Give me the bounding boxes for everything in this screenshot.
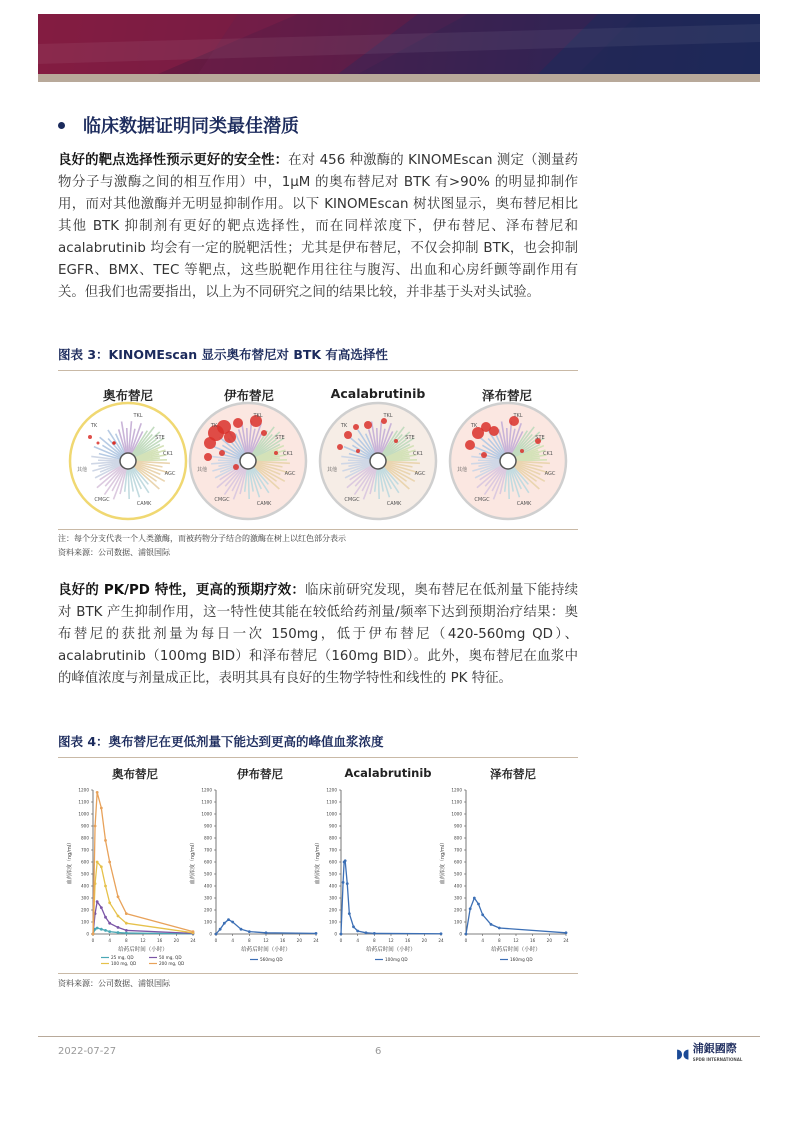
pk-y-tick-label: 1000 <box>451 811 462 817</box>
kinome-branch-label: AGC <box>284 471 296 477</box>
pk-title-acalabrutinib: Acalabrutinib <box>344 766 432 780</box>
pk-x-tick-label: 24 <box>313 938 319 943</box>
pk-data-point <box>104 929 107 932</box>
pk-data-point <box>469 907 472 910</box>
footer-divider <box>38 1036 760 1037</box>
pk-data-point <box>342 881 345 884</box>
kinome-center <box>370 453 386 469</box>
pk-y-tick-label: 900 <box>81 823 89 829</box>
paragraph-selectivity: 良好的靶点选择性预示更好的安全性：在对 456 种激酶的 KINOMEscan 测定（测量药物分子与激酶之间的相互作用）中，1μM 的奥布替尼对 BTK 有>90% 的明显抑制作用，而对其他激酶并无明显抑制作用。以下 KINOMEscan 树状图显示，奥布替尼相比其他 BTK 抑制剂有更好的靶点选择性，而在同样浓度下，伊布替尼、泽布替尼和 acalabrutinib 均会有一定的脱靶活性；尤其是伊布替尼，不仅会抑制 BTK，也会抑制 EGFR、BMX、TEC 等靶点，这些脱靶作用往往与腹泻、出血和心房纤颤等副作用有关。但我们也需要指出，以上为不同研究之间的结果比较，并非基于头对头试验。 <box>58 153 579 300</box>
pk-y-tick-label: 700 <box>329 847 337 853</box>
pk-y-tick-label: 300 <box>81 895 89 901</box>
pk-data-point <box>125 929 128 932</box>
pk-data-point <box>100 906 103 909</box>
kinome-hit <box>261 430 267 436</box>
footer-date: 2022-07-27 <box>58 1046 117 1057</box>
kinome-branch <box>256 460 287 461</box>
pk-x-tick-label: 8 <box>372 938 376 943</box>
pk-y-tick-label: 500 <box>329 871 337 877</box>
kinome-hit <box>274 451 278 455</box>
pk-x-tick-label: 8 <box>247 938 251 943</box>
pk-data-point <box>465 933 468 936</box>
pk-x-tick-label: 20 <box>546 938 553 943</box>
kinome-branch-label: CMGC <box>344 497 360 503</box>
pk-data-point <box>117 931 120 934</box>
kinome-branch-label: 其他 <box>196 467 208 473</box>
pk-data-point <box>348 912 351 915</box>
kinome-hit <box>337 444 343 450</box>
pk-data-point <box>219 928 222 931</box>
pk-y-label: 血药浓度（ng/ml） <box>315 839 321 885</box>
pk-y-tick-label: 800 <box>454 835 462 841</box>
pk-x-label: 给药后时间（小时） <box>118 947 168 953</box>
pk-y-tick-label: 1100 <box>326 799 337 805</box>
bullet-icon <box>58 122 65 129</box>
kinome-branch-label: AGC <box>164 471 176 477</box>
pk-y-tick-label: 400 <box>81 883 89 889</box>
pk-x-tick-label: 4 <box>231 938 235 943</box>
kinome-branch-label: AGC <box>544 471 556 477</box>
kinome-tree-2 <box>320 403 436 519</box>
pk-data-point <box>125 922 128 925</box>
pk-title-ibrutinib: 伊布替尼 <box>237 767 283 781</box>
kinome-hit <box>88 435 92 439</box>
kinome-branch-label: CAMK <box>256 501 272 507</box>
pk-y-tick-label: 200 <box>204 907 212 913</box>
kinome-branch <box>248 469 249 499</box>
kinome-hit <box>481 452 487 458</box>
pk-chart-3 <box>439 788 569 963</box>
pk-y-tick-label: 0 <box>334 931 337 937</box>
kinome-tree-1 <box>190 403 306 519</box>
kinome-branch-label: 其他 <box>326 467 338 473</box>
pk-data-point <box>104 885 107 888</box>
kinome-branch-label: TK <box>470 423 478 429</box>
figure-4-title: 图表 4：奥布替尼在更低剂量下能达到更高的峰值血浆浓度 <box>58 734 384 749</box>
kinome-branch-label: CAMK <box>386 501 402 507</box>
kinome-hit <box>520 449 524 453</box>
kinome-branch-label: CK1 <box>163 451 173 457</box>
section-title: 临床数据证明同类最佳潜质 <box>58 112 299 138</box>
pk-legend-label: 25 mg, QD <box>111 955 134 960</box>
pk-data-point <box>96 861 99 864</box>
pk-legend-label: 100mg QD <box>385 957 408 962</box>
pk-y-tick-label: 400 <box>204 883 212 889</box>
kinome-branch <box>378 469 379 499</box>
pk-y-tick-label: 1200 <box>451 787 462 793</box>
pk-data-point <box>108 922 111 925</box>
pk-series-line <box>93 792 193 934</box>
pk-y-tick-label: 100 <box>81 919 89 925</box>
pk-y-tick-label: 1000 <box>201 811 212 817</box>
kinome-hit <box>219 450 225 456</box>
kinome-branch-label: AGC <box>414 471 426 477</box>
kinome-tree-0 <box>70 403 186 519</box>
pk-legend-label: 160mg QD <box>510 957 533 962</box>
kinome-label-zanubrutinib: 泽布替尼 <box>481 388 532 403</box>
pk-data-point <box>352 925 355 928</box>
kinome-label-acalabrutinib: Acalabrutinib <box>330 386 426 401</box>
pk-data-point <box>440 932 443 935</box>
pk-data-point <box>92 933 95 936</box>
pk-charts <box>58 758 578 973</box>
pk-x-tick-label: 16 <box>156 938 163 943</box>
figure-4-box <box>58 757 578 974</box>
pk-x-tick-label: 0 <box>339 938 343 943</box>
pk-data-point <box>373 932 376 935</box>
pk-x-label: 给药后时间（小时） <box>366 947 416 953</box>
figure-3-title: 图表 3：KINOMEscan 显示奥布替尼对 BTK 有高选择性 <box>58 347 388 362</box>
pk-y-tick-label: 0 <box>459 931 462 937</box>
pk-legend-label: 100 mg, QD <box>111 961 137 966</box>
pk-data-point <box>481 913 484 916</box>
figure-4-source: 资料来源：公司数据、浦银国际 <box>58 979 170 988</box>
kinome-branch-label: CK1 <box>543 451 553 457</box>
kinome-branch-label: TKL <box>133 413 143 419</box>
pk-data-point <box>108 861 111 864</box>
kinome-hit <box>353 424 359 430</box>
kinome-center <box>500 453 516 469</box>
kinome-hit <box>394 439 398 443</box>
pk-y-tick-label: 500 <box>454 871 462 877</box>
pk-y-tick-label: 1200 <box>201 787 212 793</box>
pk-title-orelabrutinib: 奥布替尼 <box>112 767 158 781</box>
pk-y-tick-label: 600 <box>454 859 462 865</box>
kinome-branch-label: CAMK <box>136 501 152 507</box>
pk-x-tick-label: 20 <box>173 938 180 943</box>
pk-data-point <box>477 903 480 906</box>
pk-x-tick-label: 12 <box>513 938 519 943</box>
pk-y-tick-label: 600 <box>204 859 212 865</box>
pk-x-tick-label: 24 <box>563 938 569 943</box>
kinome-hit-btk <box>112 441 116 445</box>
pk-y-tick-label: 100 <box>329 919 337 925</box>
pk-data-point <box>96 927 99 930</box>
pk-y-tick-label: 0 <box>209 931 212 937</box>
pk-data-point <box>340 933 343 936</box>
pk-y-tick-label: 600 <box>81 859 89 865</box>
logo-icon: ◗◖ <box>676 1046 690 1062</box>
paragraph-pkpd: 良好的 PK/PD 特性，更高的预期疗效：临床前研究发现，奥布替尼在低剂量下能持续对 BTK 产生抑制作用，这一特性使其能在较低给药剂量/频率下达到预期治疗结果：奥布替尼的获批剂量为每日一次 150mg，低于伊布替尼（420-560mg QD）、acalabrutinib（100mg BID）和泽布替尼（160mg BID）。此外，奥布替尼在血浆中的峰值浓度与剂量成正比，表明其具有良好的生物学特性和线性的 PK 特征。 <box>58 583 578 686</box>
figure-3-source: 资料来源：公司数据、浦银国际 <box>58 548 170 557</box>
header-banner <box>38 14 760 74</box>
pk-data-point <box>100 865 103 868</box>
pk-y-tick-label: 100 <box>454 919 462 925</box>
pk-legend-label: 50 mg, QD <box>159 955 182 960</box>
pk-series-line <box>341 861 441 934</box>
pk-y-tick-label: 900 <box>329 823 337 829</box>
pk-data-point <box>490 923 493 926</box>
kinome-branch <box>136 460 167 461</box>
kinome-hit <box>233 418 243 428</box>
pk-chart-0 <box>66 788 196 967</box>
pk-y-tick-label: 800 <box>204 835 212 841</box>
kinome-branch-label: CMGC <box>214 497 230 503</box>
kinome-branch <box>516 460 547 461</box>
page-number: 6 <box>375 1046 382 1057</box>
pk-y-tick-label: 1100 <box>451 799 462 805</box>
pk-y-tick-label: 300 <box>204 895 212 901</box>
pk-y-tick-label: 700 <box>204 847 212 853</box>
pk-y-tick-label: 700 <box>81 847 89 853</box>
kinome-branch-label: TKL <box>253 413 263 419</box>
kinome-center <box>240 453 256 469</box>
pk-y-tick-label: 1200 <box>78 787 89 793</box>
pk-data-point <box>315 932 318 935</box>
pk-y-tick-label: 1100 <box>78 799 89 805</box>
kinome-branch-label: TK <box>90 423 98 429</box>
kinome-branch-label: TKL <box>513 413 523 419</box>
pk-data-point <box>346 882 349 885</box>
pk-y-tick-label: 0 <box>86 931 89 937</box>
pk-y-tick-label: 1100 <box>201 799 212 805</box>
pk-y-tick-label: 800 <box>81 835 89 841</box>
kinome-branch-label: CK1 <box>283 451 293 457</box>
pk-data-point <box>125 912 128 915</box>
kinome-hit <box>97 442 100 445</box>
pk-y-tick-label: 1200 <box>326 787 337 793</box>
kinome-branch <box>128 469 129 499</box>
pk-x-tick-label: 16 <box>529 938 536 943</box>
kinome-label-orelabrutinib: 奥布替尼 <box>102 388 153 403</box>
pk-data-point <box>125 932 128 935</box>
pk-data-point <box>265 931 268 934</box>
pk-data-point <box>108 901 111 904</box>
pk-title-zanubrutinib: 泽布替尼 <box>490 767 536 781</box>
pk-data-point <box>117 915 120 918</box>
pk-data-point <box>344 859 347 862</box>
logo-name: 浦銀國際 <box>692 1042 737 1055</box>
pk-y-tick-label: 500 <box>204 871 212 877</box>
kinome-hit <box>489 426 499 436</box>
pk-data-point <box>565 931 568 934</box>
pk-data-point <box>108 930 111 933</box>
pk-x-tick-label: 4 <box>108 938 112 943</box>
pk-y-tick-label: 700 <box>454 847 462 853</box>
pk-y-tick-label: 300 <box>329 895 337 901</box>
kinome-hit <box>204 453 212 461</box>
kinome-branch <box>127 428 128 453</box>
kinome-branch-label: TKL <box>383 413 393 419</box>
company-logo <box>676 1043 742 1065</box>
kinome-branch-label: CMGC <box>94 497 110 503</box>
pk-x-tick-label: 16 <box>279 938 286 943</box>
pk-series-line <box>93 862 193 934</box>
kinome-center <box>120 453 136 469</box>
kinome-branch-label: STE <box>535 435 545 441</box>
pk-y-tick-label: 900 <box>204 823 212 829</box>
pk-data-point <box>96 791 99 794</box>
pk-x-tick-label: 12 <box>140 938 146 943</box>
kinome-hit <box>224 431 236 443</box>
banner-stripe <box>38 74 760 82</box>
pk-data-point <box>117 895 120 898</box>
pk-y-tick-label: 600 <box>329 859 337 865</box>
pk-y-tick-label: 800 <box>329 835 337 841</box>
kinome-branch <box>508 469 509 499</box>
pk-x-tick-label: 12 <box>263 938 269 943</box>
pk-data-point <box>365 931 368 934</box>
pk-data-point <box>356 930 359 933</box>
kinome-branch-label: 其他 <box>76 467 88 473</box>
pk-data-point <box>104 839 107 842</box>
pk-x-tick-label: 4 <box>481 938 485 943</box>
pk-x-label: 给药后时间（小时） <box>241 947 291 953</box>
pk-data-point <box>100 807 103 810</box>
kinome-branch-label: TK <box>340 423 348 429</box>
kinome-branch-label: STE <box>275 435 285 441</box>
pk-x-tick-label: 0 <box>464 938 468 943</box>
pk-data-point <box>223 922 226 925</box>
pk-y-tick-label: 100 <box>204 919 212 925</box>
pk-x-tick-label: 8 <box>497 938 501 943</box>
pk-y-tick-label: 400 <box>329 883 337 889</box>
pk-data-point <box>117 926 120 929</box>
pk-x-tick-label: 4 <box>356 938 360 943</box>
pk-x-tick-label: 24 <box>190 938 196 943</box>
kinome-branch-label: STE <box>155 435 165 441</box>
kinome-branch-label: CK1 <box>413 451 423 457</box>
pk-x-tick-label: 12 <box>388 938 394 943</box>
pk-chart-2 <box>314 788 444 963</box>
kinome-label-ibrutinib: 伊布替尼 <box>223 388 274 403</box>
banner-graphic <box>38 14 760 74</box>
pk-data-point <box>248 930 251 933</box>
pk-y-tick-label: 900 <box>454 823 462 829</box>
pk-data-point <box>96 900 99 903</box>
pk-y-tick-label: 1000 <box>326 811 337 817</box>
kinome-branch-label: TK <box>210 423 218 429</box>
pk-x-tick-label: 8 <box>124 938 128 943</box>
pk-x-tick-label: 24 <box>438 938 444 943</box>
pk-y-tick-label: 200 <box>329 907 337 913</box>
kinome-branch <box>377 428 378 453</box>
pk-data-point <box>240 928 243 931</box>
pk-data-point <box>227 918 230 921</box>
pk-data-point <box>104 916 107 919</box>
kinome-tree-3 <box>450 403 566 519</box>
kinome-hit <box>364 421 372 429</box>
pk-x-tick-label: 20 <box>421 938 428 943</box>
kinome-hit <box>344 431 352 439</box>
pk-data-point <box>473 897 476 900</box>
pk-x-tick-label: 0 <box>91 938 95 943</box>
pk-data-point <box>100 928 103 931</box>
pk-x-tick-label: 20 <box>296 938 303 943</box>
pk-y-label: 血药浓度（ng/ml） <box>440 839 446 885</box>
kinome-branch <box>507 428 508 453</box>
kinome-branch-label: CAMK <box>516 501 532 507</box>
pk-x-label: 给药后时间（小时） <box>491 947 541 953</box>
pk-y-tick-label: 300 <box>454 895 462 901</box>
kinome-branch <box>247 428 248 453</box>
pk-data-point <box>94 825 97 828</box>
kinome-hit <box>233 464 239 470</box>
pk-y-tick-label: 500 <box>81 871 89 877</box>
kinome-branch <box>386 460 417 461</box>
kinome-hit <box>356 449 360 453</box>
pk-x-tick-label: 0 <box>214 938 218 943</box>
kinome-branch-label: CMGC <box>474 497 490 503</box>
kinome-branch-label: 其他 <box>456 467 468 473</box>
pk-x-tick-label: 16 <box>404 938 411 943</box>
pk-y-tick-label: 1000 <box>78 811 89 817</box>
pk-y-tick-label: 200 <box>454 907 462 913</box>
pk-y-tick-label: 200 <box>81 907 89 913</box>
pk-chart-1 <box>189 788 319 963</box>
pk-y-label: 血药浓度（ng/ml） <box>67 839 73 885</box>
figure-3-note: 注：每个分支代表一个人类激酶，而被药物分子结合的激酶在树上以红色部分表示 <box>58 534 346 543</box>
kinome-hit <box>465 440 475 450</box>
pk-data-point <box>231 921 234 924</box>
kinome-hit <box>204 437 216 449</box>
pk-data-point <box>498 927 501 930</box>
pk-legend-label: 200 mg, QD <box>159 961 185 966</box>
pk-legend-label: 560mg QD <box>260 957 283 962</box>
logo-subtitle: SPDB INTERNATIONAL <box>692 1057 743 1062</box>
pk-y-tick-label: 400 <box>454 883 462 889</box>
pk-series-line <box>466 898 566 934</box>
kinome-branch-label: STE <box>405 435 415 441</box>
pk-data-point <box>192 930 195 933</box>
pk-data-point <box>215 933 218 936</box>
pk-y-label: 血药浓度（ng/ml） <box>190 839 196 885</box>
